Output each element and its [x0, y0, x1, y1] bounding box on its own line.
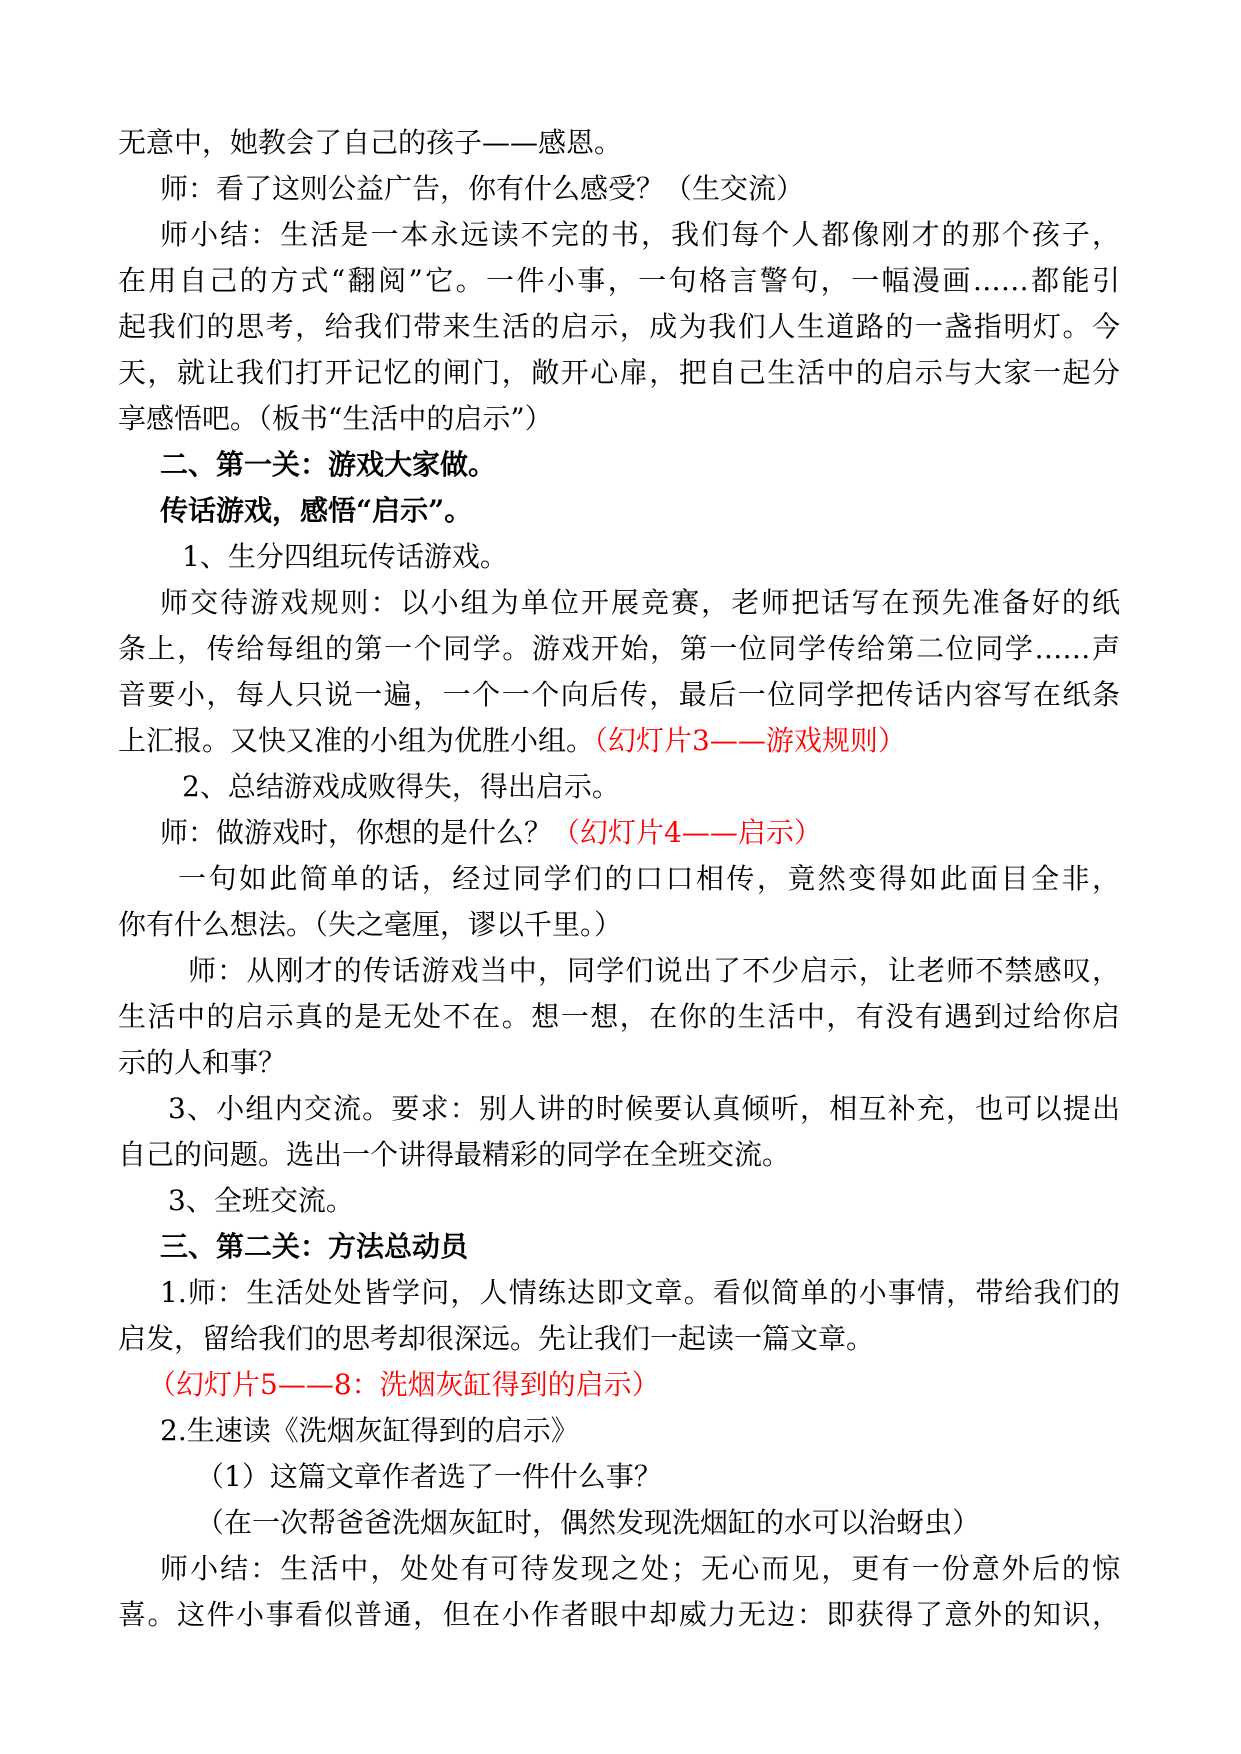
- text-span: 上汇报。又快又准的小组为优胜小组。: [118, 724, 595, 757]
- text-line: 1.师：生活处处皆学问，人情练达即文章。看似简单的小事情，带给我们的: [160, 1276, 1120, 1309]
- text-line: 师：从刚才的传话游戏当中，同学们说出了不少启示，让老师不禁感叹，: [188, 954, 1120, 987]
- text-line: 自己的问题。选出一个讲得最精彩的同学在全班交流。: [118, 1138, 791, 1171]
- text-line: 1、生分四组玩传话游戏。: [182, 540, 508, 573]
- text-line: （在一次帮爸爸洗烟灰缸时，偶然发现洗烟缸的水可以治蚜虫）: [196, 1506, 981, 1539]
- text-line: 天，就让我们打开记忆的闸门，敞开心扉，把自己生活中的启示与大家一起分: [118, 356, 1120, 389]
- text-line: 师交待游戏规则：以小组为单位开展竞赛，老师把话写在预先准备好的纸: [160, 586, 1120, 619]
- text-line: 2.生速读《洗烟灰缸得到的启示》: [160, 1414, 579, 1447]
- text-line: 无意中，她教会了自己的孩子——感恩。: [118, 126, 623, 159]
- text-line: 师小结：生活中，处处有可待发现之处；无心而见，更有一份意外后的惊: [160, 1552, 1120, 1585]
- text-line: 2、总结游戏成败得失，得出启示。: [182, 770, 620, 803]
- text-line: [118, 718, 906, 764]
- text-line: 3、全班交流。: [168, 1184, 354, 1217]
- text-line: [160, 810, 822, 856]
- text-line: 3、小组内交流。要求：别人讲的时候要认真倾听，相互补充，也可以提出: [168, 1092, 1120, 1125]
- text-line: 一句如此简单的话，经过同学们的口口相传，竟然变得如此面目全非，: [178, 862, 1120, 895]
- text-span: 师：做游戏时，你想的是什么？: [160, 816, 553, 849]
- text-line: 条上，传给每组的第一个同学。游戏开始，第一位同学传给第二位同学……声: [118, 632, 1120, 665]
- slide-note: （幻灯片5——8：洗烟灰缸得到的启示）: [148, 1368, 660, 1401]
- text-line: 生活中的启示真的是无处不在。想一想，在你的生活中，有没有遇到过给你启: [118, 1000, 1120, 1033]
- text-line: 示的人和事？: [118, 1046, 287, 1079]
- text-line: 启发，留给我们的思考却很深远。先让我们一起读一篇文章。: [118, 1322, 875, 1355]
- slide-note: （幻灯片4——启示）: [552, 816, 822, 849]
- slide-note: （幻灯片3——游戏规则）: [594, 724, 906, 757]
- section-heading: 三、第二关：方法总动员: [160, 1230, 469, 1263]
- text-line: 音要小，每人只说一遍，一个一个向后传，最后一位同学把传话内容写在纸条: [118, 678, 1120, 711]
- text-line: 师：看了这则公益广告，你有什么感受？（生交流）: [160, 172, 805, 205]
- text-line: 起我们的思考，给我们带来生活的启示，成为我们人生道路的一盏指明灯。今: [118, 310, 1120, 343]
- text-line: 喜。这件小事看似普通，但在小作者眼中却威力无边：即获得了意外的知识，: [118, 1598, 1120, 1631]
- text-line: 享感悟吧。（板书“生活中的启示”）: [118, 402, 553, 435]
- text-line: 师小结：生活是一本永远读不完的书，我们每个人都像刚才的那个孩子，: [160, 218, 1120, 251]
- text-line: （1）这篇文章作者选了一件什么事？: [196, 1460, 662, 1493]
- text-line: 你有什么想法。（失之毫厘，谬以千里。）: [118, 908, 623, 941]
- text-line: 在用自己的方式“翻阅”它。一件小事，一句格言警句，一幅漫画……都能引: [118, 264, 1120, 297]
- sub-heading: 传话游戏，感悟“启示”。: [160, 494, 473, 527]
- section-heading: 二、第一关：游戏大家做。: [160, 448, 497, 481]
